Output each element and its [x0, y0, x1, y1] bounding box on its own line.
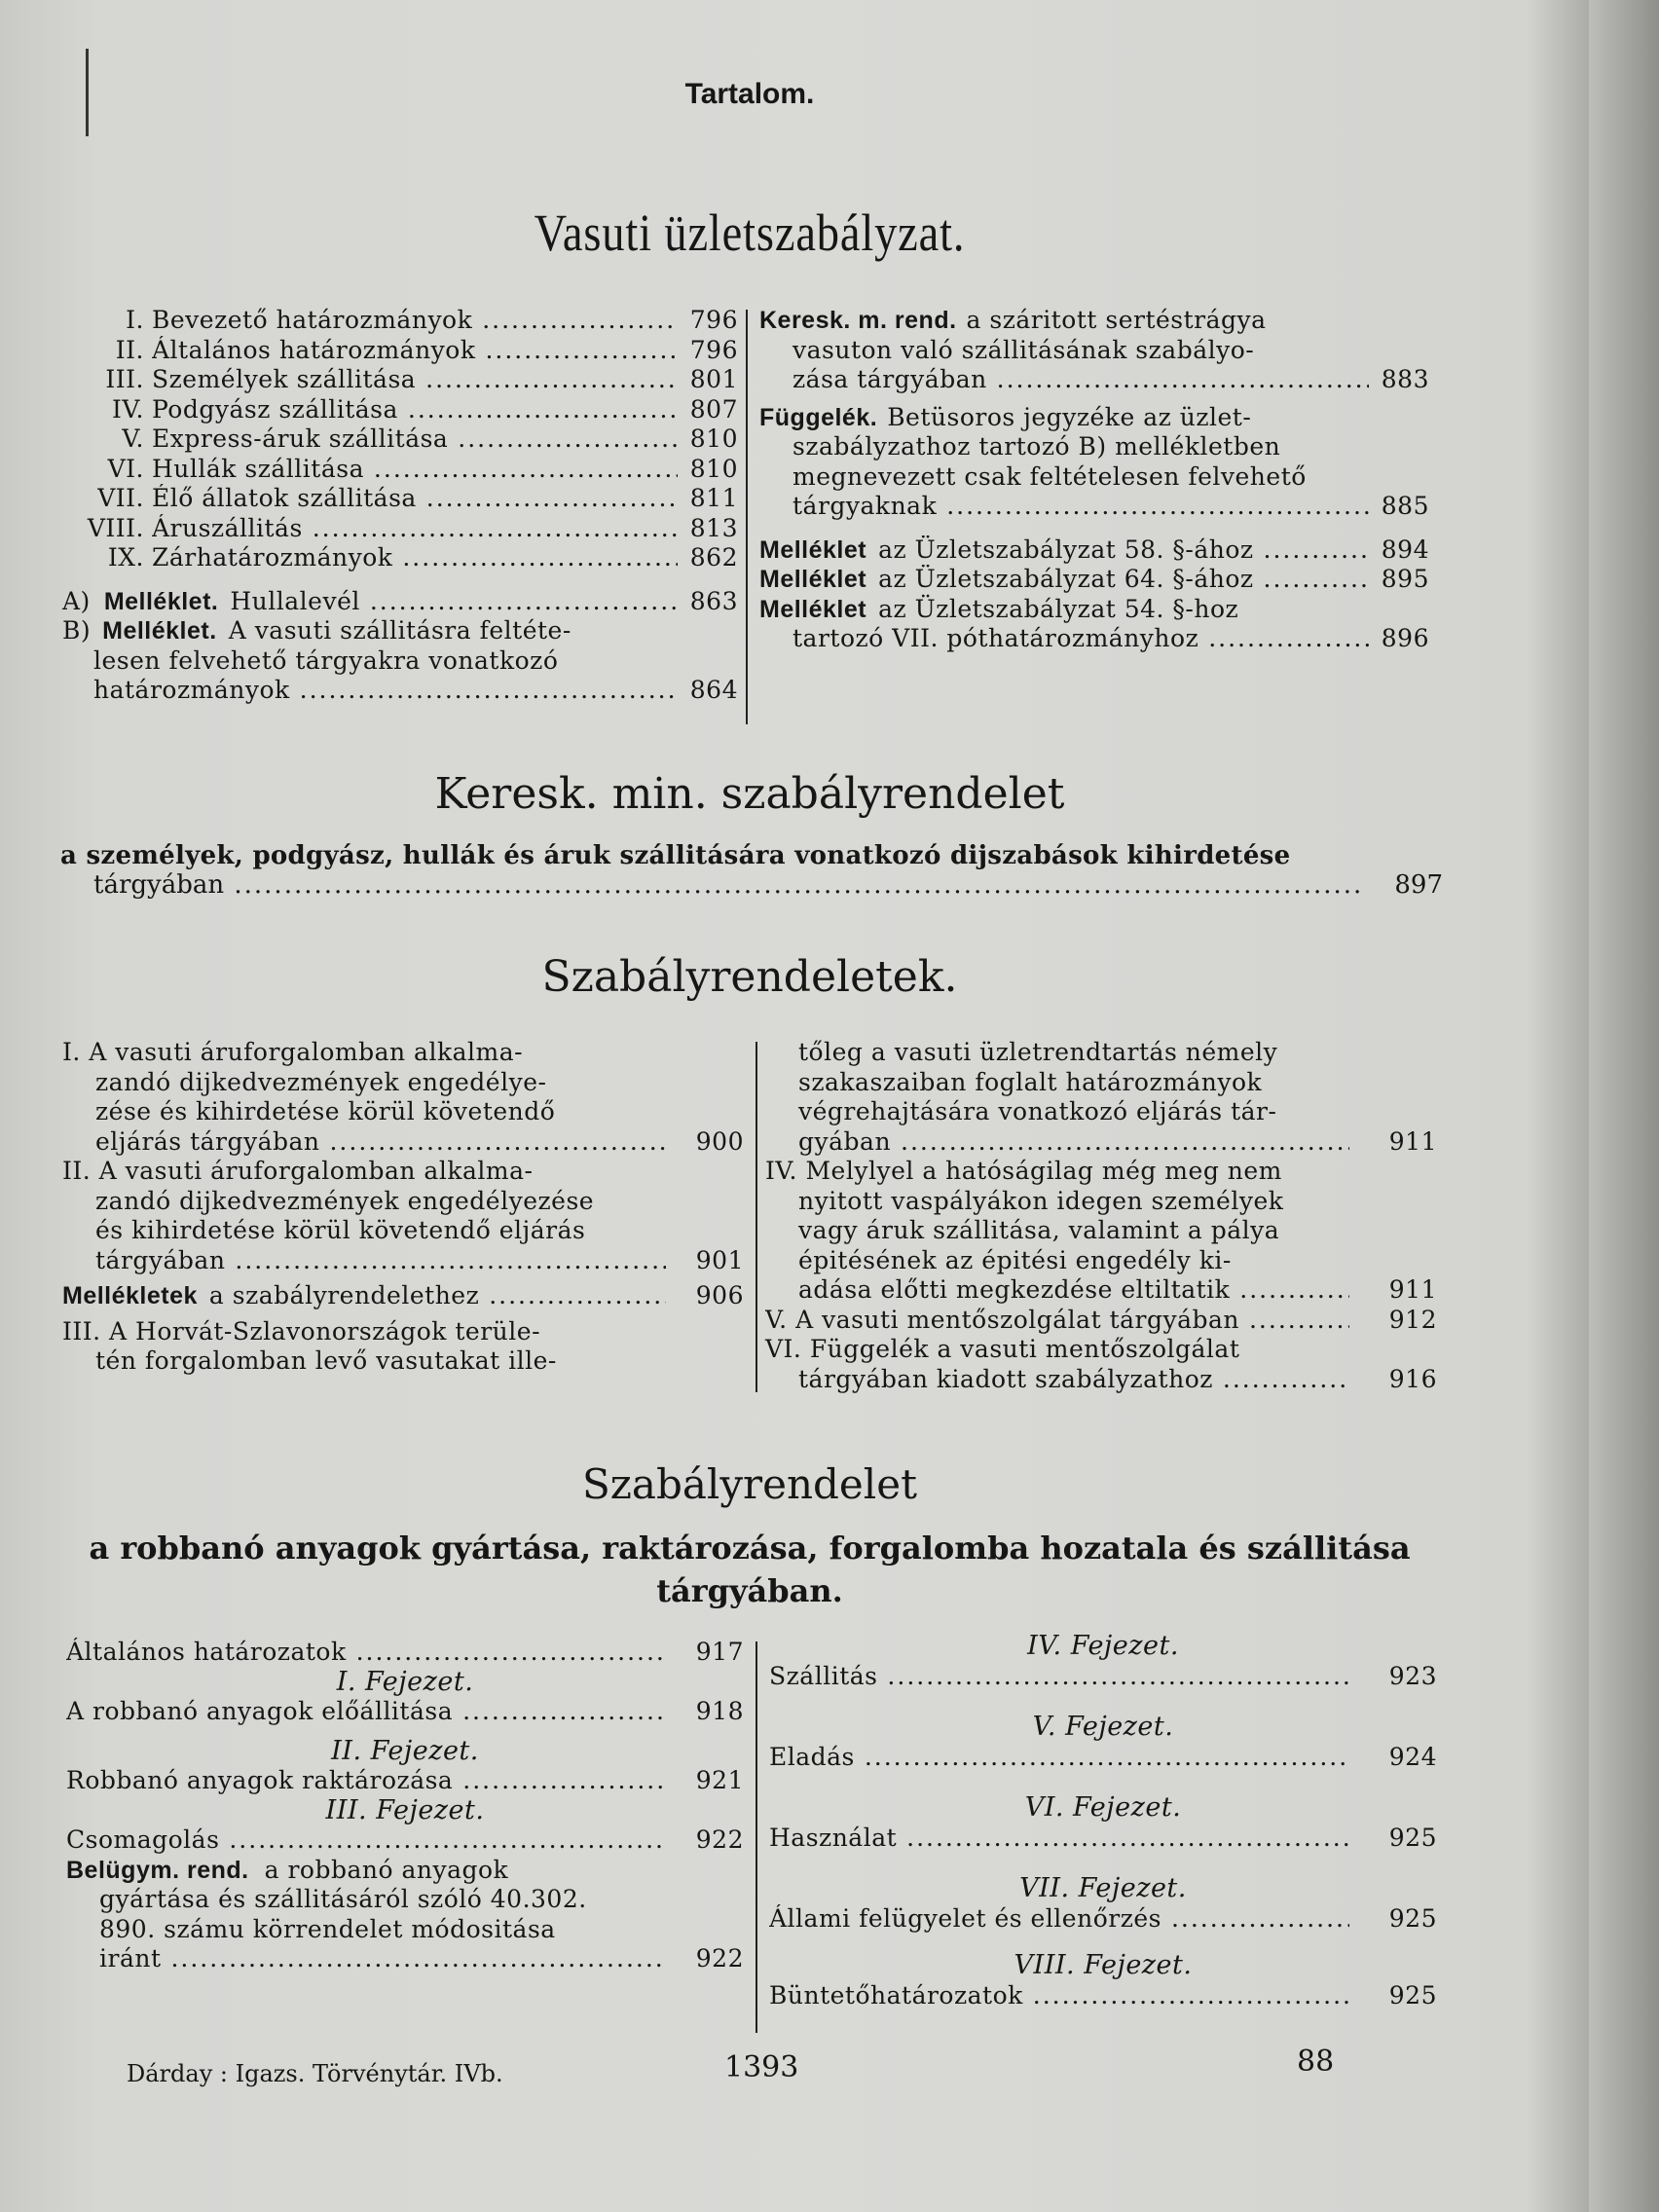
toc-entry: I. Bevezető határozmányok ..... 796	[55, 306, 738, 336]
entry-line: VI. Függelék a vasuti mentőszolgálat	[765, 1335, 1240, 1363]
annex-b-line: lesen felvehető tárgyakra vonatkozó	[93, 645, 559, 675]
toc-entry-belugym: Belügym. rend. a robbanó anyagok	[66, 1855, 509, 1884]
entry-line-last: tárgyaknak ..... 885	[759, 492, 1429, 522]
toc-entry: VII. Élő állatok szállitása ..... 811	[55, 484, 738, 514]
footer-source: Dárday : Igazs. Törvénytár. IVb.	[127, 2060, 503, 2087]
chapter-heading: I. Fejezet.	[336, 1666, 474, 1697]
entry-line: vasuton való szállitásának szabályo-	[793, 335, 1255, 364]
toc-entry-annex-b: B) Melléklet. A vasuti szállitásra feltéte-	[62, 616, 571, 645]
entry-line: zandó dijkedvezmények engedélye-	[95, 1067, 547, 1096]
entry-line: szakaszaiban foglalt határozmányok	[798, 1067, 1263, 1096]
entry-line: nyitott vaspályákon idegen személyek	[798, 1186, 1284, 1215]
toc-entry: III. Személyek szállitása ..... 801	[55, 365, 738, 395]
annex-b-last-line: határozmányok ..... 864	[55, 676, 738, 706]
toc-entry: Csomagolás ..... 922	[66, 1825, 744, 1856]
toc-entry-melleklet-54: Melléklet az Üzletszabályzat 54. §-hoz	[759, 594, 1239, 623]
entry-line: vagy áruk szállitása, valamint a pálya	[798, 1216, 1280, 1244]
entry-line-last: iránt ..... 922	[66, 1944, 744, 1974]
section2-entry: a személyek, podgyász, hullák és áruk szállitására vonatkozó dijszabások kihirdetése tárgyában ..... 897	[60, 841, 1443, 900]
toc-entry: IX. Zárhatározmányok ..... 862	[55, 543, 738, 573]
page-edge-shadow	[1589, 0, 1659, 2212]
running-title: Tartalom.	[684, 78, 815, 110]
toc-entry-fuggelek: Függelék. Betüsoros jegyzéke az üzlet-	[759, 402, 1252, 431]
toc-section1-left	[55, 306, 738, 706]
entry-line: III. A Horvát-Szlavonországok terüle-	[62, 1316, 541, 1346]
column-divider	[756, 1641, 757, 2033]
footer-page-number: 1393	[724, 2050, 799, 2084]
chapter-heading: III. Fejezet.	[325, 1794, 485, 1825]
entry-line: zandó dijkedvezmények engedélyezése	[95, 1186, 595, 1215]
toc-entry-keresk: Keresk. m. rend. a száritott sertéstrágya	[759, 306, 1267, 334]
chapter-heading: IV. Fejezet.	[1027, 1631, 1179, 1661]
entry-line-last: zása tárgyában ..... 883	[759, 365, 1429, 395]
entry-line-last: tárgyában kiadott szabályzathoz ..... 916	[765, 1365, 1437, 1395]
entry-line: II. A vasuti áruforgalomban alkalma-	[62, 1157, 534, 1185]
footer-sheet-number: 88	[1297, 2045, 1335, 2079]
toc-entry-annex-a: A) Melléklet. Hullalevél ..... 863	[55, 587, 738, 617]
toc-entry: Eladás ..... 924	[769, 1743, 1437, 1773]
toc-entry: II. Általános határozmányok ..... 796	[55, 336, 738, 366]
toc-entry: VIII. Áruszállitás ..... 813	[55, 514, 738, 544]
toc-entry-melleklet-58: Melléklet az Üzletszabályzat 58. §-ához ..... 894	[759, 535, 1429, 566]
entry-line: megnevezett csak feltételesen felvehető	[793, 461, 1307, 491]
entry-line: tén forgalomban levő vasutakat ille-	[95, 1346, 557, 1375]
toc-entry: Állami felügyelet és ellenőrzés ..... 925	[769, 1904, 1437, 1935]
chapter-heading: II. Fejezet.	[331, 1735, 479, 1766]
entry-line: IV. Melylyel a hatóságilag még meg nem	[765, 1157, 1282, 1185]
toc-entry-altalanos: Általános határozatok ..... 917	[66, 1638, 744, 1668]
chapter-heading: VIII. Fejezet.	[1014, 1950, 1193, 1980]
chapter-heading: VI. Fejezet.	[1024, 1792, 1182, 1823]
toc-entry: Robbanó anyagok raktározása ..... 921	[66, 1766, 744, 1796]
toc-entry: Büntetőhatározatok ..... 925	[769, 1981, 1437, 2011]
toc-entry: V. Express-áruk szállitása ..... 810	[55, 424, 738, 455]
column-divider	[746, 310, 748, 724]
toc-section4-right	[769, 1632, 1437, 2010]
toc-section3-left	[62, 1038, 744, 1377]
entry-line: zése és kihirdetése körül követendő	[95, 1097, 556, 1125]
entry-line: I. A vasuti áruforgalomban alkalma-	[62, 1038, 524, 1066]
toc-entry-mellekletek: Mellékletek a szabályrendelethez ..... 906	[62, 1281, 744, 1311]
entry-line: szabályzathoz tartozó B) mellékletben	[793, 432, 1281, 461]
toc-entry: Szállitás ..... 923	[769, 1662, 1437, 1692]
entry-line: végrehajtására vonatkozó eljárás tár-	[798, 1097, 1277, 1125]
entry-line-last: tartozó VII. póthatározmányhoz ..... 896	[759, 624, 1429, 654]
section-title-keresk-min: Keresk. min. szabályrendelet	[434, 769, 1065, 819]
toc-entry: A robbanó anyagok előállitása ..... 918	[66, 1697, 744, 1727]
entry-line-last: adása előtti megkezdése eltiltatik ..... 911	[765, 1275, 1437, 1306]
toc-section1-right	[759, 306, 1429, 654]
toc-entry-melleklet-64: Melléklet az Üzletszabályzat 64. §-ához ..... 895	[759, 565, 1429, 595]
entry-line-last: tárgyában ..... 901	[62, 1246, 744, 1276]
column-divider	[756, 1042, 757, 1392]
toc-section3-right	[765, 1038, 1437, 1394]
section-title-szabalyrendelet: Szabályrendelet	[582, 1460, 917, 1508]
toc-entry: VI. Hullák szállitása ..... 810	[55, 455, 738, 485]
chapter-heading: VII. Fejezet.	[1019, 1873, 1187, 1903]
entry-line: gyártása és szállitásáról szóló 40.302.	[99, 1885, 587, 1913]
toc-entry-mentoszolgalat: V. A vasuti mentőszolgálat tárgyában ..... 912	[765, 1306, 1437, 1336]
entry-line-last: eljárás tárgyában ..... 900	[62, 1127, 744, 1158]
entry-line: tőleg a vasuti üzletrendtartás némely	[798, 1038, 1278, 1066]
entry-line: és kihirdetése körül követendő eljárás	[95, 1216, 586, 1244]
toc-entry: IV. Podgyász szállitása ..... 807	[55, 395, 738, 425]
section4-subtitle: a robbanó anyagok gyártása, raktározása, forgalomba hozatala és szállitása tárgyában.	[89, 1530, 1411, 1609]
entry-line: 890. számu körrendelet módositása	[99, 1914, 556, 1943]
toc-section4-left	[66, 1638, 744, 1974]
section-title-szabalyrendeletek: Szabályrendeletek.	[541, 952, 958, 1002]
entry-line: épitésének az épitési engedély ki-	[798, 1245, 1232, 1274]
entry-line-last: gyában ..... 911	[765, 1127, 1437, 1158]
section-title-uzletszabalyzat: Vasuti üzletszabályzat.	[534, 203, 966, 262]
toc-entry: Használat ..... 925	[769, 1824, 1437, 1854]
chapter-heading: V. Fejezet.	[1032, 1712, 1174, 1742]
